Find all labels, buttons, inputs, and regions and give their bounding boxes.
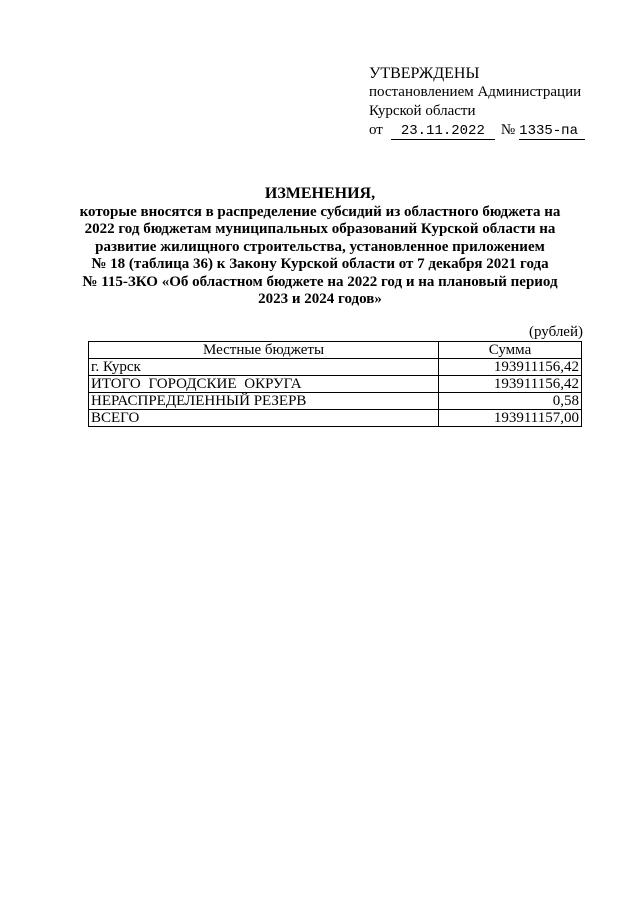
units-label: (рублей) <box>528 324 583 340</box>
heading-line-4: № 18 (таблица 36) к Закону Курской области от 7 декабря 2021 года <box>91 256 549 272</box>
row-name: НЕРАСПРЕДЕЛЕННЫЙ РЕЗЕРВ <box>89 393 439 410</box>
row-name: ВСЕГО <box>89 410 439 427</box>
date-prefix: от <box>369 122 383 138</box>
document-heading <box>60 185 580 309</box>
number-prefix: № <box>500 122 516 138</box>
approval-title: УТВЕРЖДЕНЫ <box>369 65 480 82</box>
table-row <box>89 359 582 376</box>
row-amount: 193911156,42 <box>439 359 582 376</box>
heading-line-6: 2023 и 2024 годов» <box>258 291 382 307</box>
heading-line-2: 2022 год бюджетам муниципальных образований Курской области на <box>84 221 556 237</box>
heading-line-3: развитие жилищного строительства, установленное приложением <box>95 238 545 255</box>
row-amount: 193911156,42 <box>439 376 582 393</box>
column-header-budgets: Местные бюджеты <box>89 342 439 359</box>
row-name: г. Курск <box>89 359 439 376</box>
approval-date: 23.11.2022 <box>391 123 495 140</box>
row-name: ИТОГО ГОРОДСКИЕ ОКРУГА <box>89 376 439 393</box>
row-amount: 193911157,00 <box>439 410 582 427</box>
row-amount: 0,58 <box>439 393 582 410</box>
table-header-row <box>89 342 582 359</box>
approval-line-1: постановлением Администрации <box>369 84 582 100</box>
heading-line-1: которые вносятся в распределение субсидий из областного бюджета на <box>79 203 561 220</box>
approval-number: 1335-па <box>519 123 585 140</box>
heading-line-5: № 115-ЗКО «Об областном бюджете на 2022 год и на плановый период <box>82 273 558 290</box>
approval-date-row <box>369 121 585 140</box>
budget-table <box>88 341 582 427</box>
column-header-amount: Сумма <box>439 342 582 359</box>
approval-line-2: Курской области <box>369 103 476 119</box>
approval-stamp <box>369 64 585 140</box>
table-row <box>89 410 582 427</box>
table-row <box>89 393 582 410</box>
heading-title: ИЗМЕНЕНИЯ, <box>264 185 376 202</box>
table-row <box>89 376 582 393</box>
